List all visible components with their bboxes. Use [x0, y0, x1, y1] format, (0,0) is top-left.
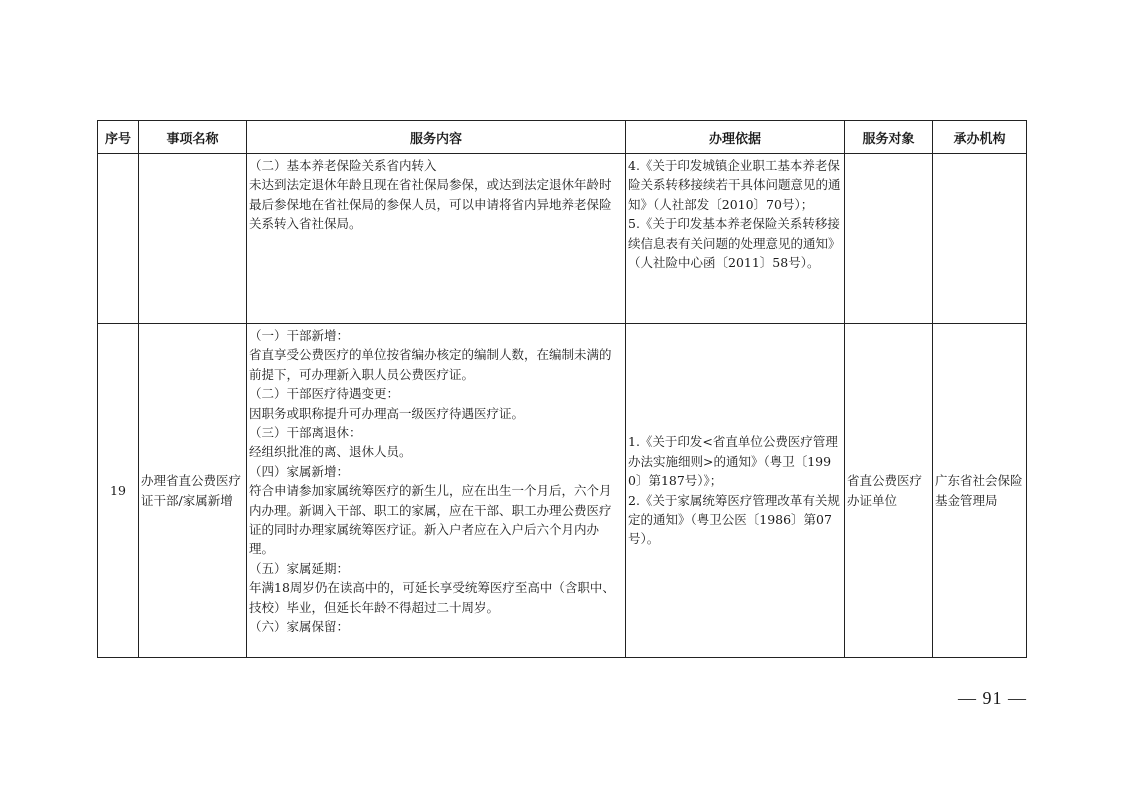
content-line: （三）干部离退休：	[249, 425, 362, 441]
content-line: （二）基本养老保险关系省内转入	[249, 158, 437, 173]
table-row	[98, 324, 1027, 658]
row-service-content	[247, 154, 626, 324]
content-line: 符合申请参加家属统筹医疗的新生儿，应在出生一个月后，六个月内办理。新调入干部、职工的家属，应在干部、职工办理公费医疗证的同时办理家属统筹医疗证。新入户者应在入户后六个月内办理。	[249, 483, 612, 557]
row-item-name: 办理省直公费医疗证干部/家属新增	[139, 324, 247, 658]
content-line: 因职务或职称提升可办理高一级医疗待遇医疗证。	[249, 405, 525, 421]
header-item-name: 事项名称	[139, 121, 247, 154]
service-table	[97, 120, 1027, 658]
row-serial-number	[98, 154, 139, 324]
content-line: 年满18周岁仍在读高中的，可延长享受统筹医疗至高中（含职中、技校）毕业，但延长年龄不得超过二十周岁。	[249, 580, 615, 615]
content-line: 经组织批准的离、退休人员。	[249, 444, 412, 460]
header-agency: 承办机构	[933, 121, 1027, 154]
header-service-target: 服务对象	[845, 121, 933, 154]
header-service-content: 服务内容	[247, 121, 626, 154]
content-line: （二）干部医疗待遇变更：	[249, 386, 400, 402]
content-line: 省直享受公费医疗的单位按省编办核定的编制人数，在编制未满的前提下，可办理新入职人员公费医疗证。	[249, 347, 612, 382]
table-row	[98, 154, 1027, 324]
row-serial-number: 19	[98, 324, 139, 658]
row-basis	[626, 154, 845, 324]
content-line: （五）家属延期：	[249, 560, 350, 576]
content-line: （一）干部新增：	[249, 328, 350, 343]
basis-line: 5.《关于印发基本养老保险关系转移接续信息表有关问题的处理意见的通知》（人社险中心函〔2011〕58号）。	[628, 216, 841, 271]
row-basis	[626, 324, 845, 658]
row-service-target	[845, 154, 933, 324]
row-service-target: 省直公费医疗办证单位	[845, 324, 933, 658]
content-line: （四）家属新增：	[249, 463, 350, 479]
basis-line: 1.《关于印发<省直单位公费医疗管理办法实施细则>的通知》（粤卫〔1990〕第187号）》；	[628, 434, 838, 489]
basis-line: 2.《关于家属统筹医疗管理改革有关规定的通知》（粤卫公医〔1986〕第07号）。	[628, 492, 840, 547]
row-service-content	[247, 324, 626, 658]
basis-line: 4.《关于印发城镇企业职工基本养老保险关系转移接续若干具体问题意见的通知》（人社部发〔2010〕70号）；	[628, 158, 841, 212]
content-line: 未达到法定退休年龄且现在省社保局参保，或达到法定退休年龄时最后参保地在省社保局的参保人员，可以申请将省内异地养老保险关系转入省社保局。	[249, 177, 612, 232]
header-serial-number: 序号	[98, 121, 139, 154]
page-number: — 91 —	[958, 688, 1027, 708]
row-agency: 广东省社会保险基金管理局	[933, 324, 1027, 658]
row-item-name	[139, 154, 247, 324]
table-header-row	[98, 121, 1027, 154]
content-line: （六）家属保留：	[249, 619, 350, 635]
header-basis: 办理依据	[626, 121, 845, 154]
row-agency	[933, 154, 1027, 324]
